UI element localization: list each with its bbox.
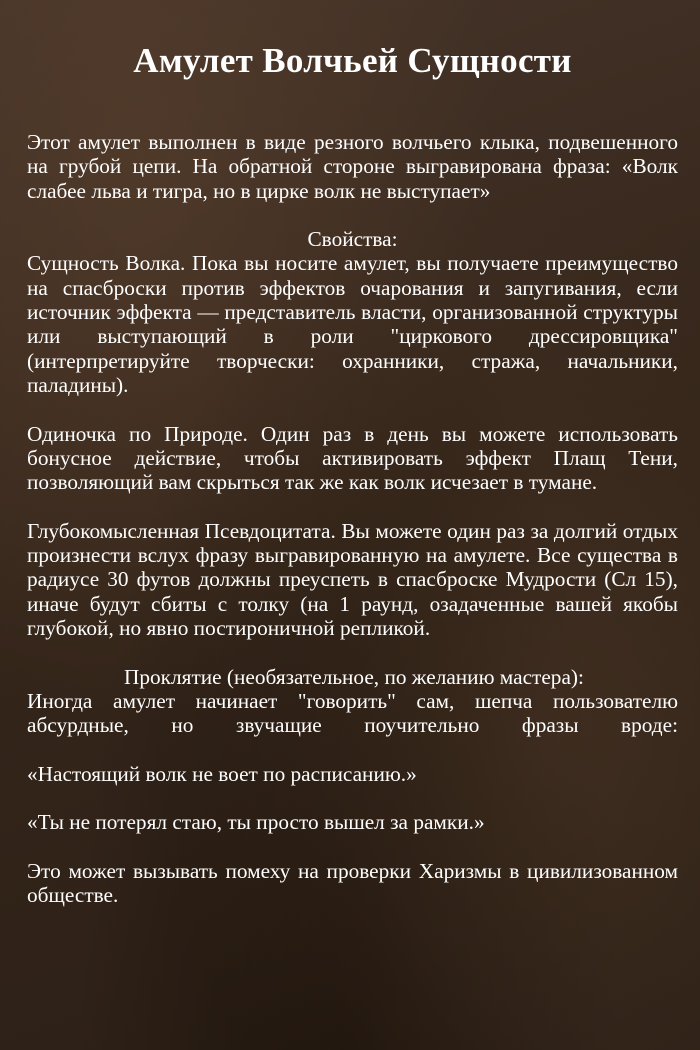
spacer: [27, 640, 678, 664]
spacer: [27, 203, 678, 227]
spacer: [27, 835, 678, 859]
curse-quote: «Настоящий волк не воет по расписанию.»: [27, 761, 417, 786]
closing-paragraph: Это может вызывать помеху на проверки Харизмы в цивилизованном обществе.: [27, 858, 678, 908]
item-description: [27, 130, 678, 908]
curse-quote: «Ты не потерял стаю, ты просто вышел за рамки.»: [27, 810, 485, 835]
property-pseudo-quote: Глубокомысленная Псевдоцитата. Вы можете один раз за долгий отдых произнести вслух фразу выгравированную на амулете. Все существа в радиусе 30 футов должны преуспеть в спасброске Мудрости (Сл 15), иначе будут сбиты с толку (на 1 раунд, озадаченные вашей якобы глубокой, но явно постироничной репликой.: [27, 518, 678, 640]
spacer: [27, 786, 678, 810]
curse-text: Иногда амулет начинает "говорить" сам, шепча пользователю абсурдные, но звучащие поучительно фразы вроде:: [27, 688, 678, 738]
curse-heading: Проклятие (необязательное, по желанию мастера):: [124, 664, 584, 689]
spacer: [27, 494, 678, 518]
properties-heading: Свойства:: [307, 227, 398, 252]
property-lone-by-nature: Одиночка по Природе. Один раз в день вы можете использовать бонусное действие, чтобы активировать эффект Плащ Тени, позволяющий вам скрыться так же как волк исчезает в тумане.: [27, 421, 678, 495]
item-title: Амулет Волчьей Сущности: [133, 41, 572, 80]
intro-paragraph: Этот амулет выполнен в виде резного волчьего клыка, подвешенного на грубой цепи. На обратной стороне выгравирована фраза: «Волк слабее льва и тигра, но в цирке волк не выступает»: [27, 130, 678, 203]
spacer: [27, 397, 678, 421]
property-wolf-essence: Сущность Волка. Пока вы носите амулет, вы получаете преимущество на спасброски против эффектов очарования и запугивания, если источник эффекта — представитель власти, организованной структуры или выступающий в роли "циркового дрессировщика" (интерпретируйте творчески: охранники, стража, начальники, паладины).: [27, 251, 678, 397]
spacer: [27, 737, 678, 761]
